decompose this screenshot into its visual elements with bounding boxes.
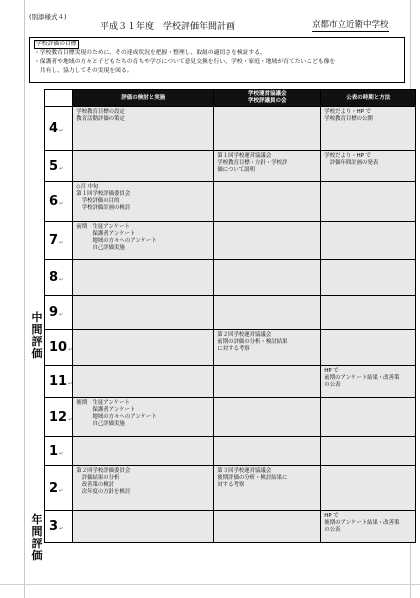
council-cell (214, 107, 321, 151)
mid-term-evaluation-label (31, 312, 43, 360)
column-header-line: 学校運営協議会 (248, 91, 287, 97)
school-name: 京都市立近衛中学校 (312, 20, 389, 30)
cell-line: 教育活動評価の策定 (76, 116, 125, 122)
cell-line: に対する考察 (217, 346, 250, 352)
cell-line: 保護者アンケート (76, 231, 136, 237)
council-cell (214, 511, 321, 543)
evaluation-cell (73, 398, 214, 437)
publication-cell (321, 151, 416, 182)
table-row (45, 296, 416, 330)
council-cell (214, 182, 321, 222)
council-cell (214, 222, 321, 260)
table-row (45, 437, 416, 466)
side-label-char: 評 (31, 335, 43, 348)
table-row (45, 511, 416, 543)
side-label-char: 中 (31, 311, 43, 324)
cell-line: の公表 (324, 527, 341, 533)
publication-cell (321, 511, 416, 543)
evaluation-cell (73, 511, 214, 543)
month-cell: 5↵ (45, 151, 73, 182)
cell-line: 前期のアンケート結果・改善策 (324, 375, 400, 381)
cell-line: 自己評価実施 (76, 245, 125, 251)
evaluation-cell (73, 151, 214, 182)
evaluation-cell (73, 466, 214, 511)
council-cell (214, 330, 321, 366)
evaluation-cell (73, 260, 214, 296)
table-row (45, 222, 416, 260)
publication-cell (321, 330, 416, 366)
cell-line: 学校評価計画の検討 (76, 205, 131, 211)
cell-line: 学校教育目標・方針・学校評 (217, 160, 288, 166)
column-header: 評価の検討と実施 (73, 90, 214, 107)
table-row (45, 330, 416, 366)
publication-cell (321, 182, 416, 222)
evaluation-cell (73, 222, 214, 260)
paragraph-mark-icon: ↵ (59, 487, 64, 494)
column-header (214, 90, 321, 107)
cell-line: ◇月 中旬 (76, 184, 99, 190)
cell-line: 前期の評価の分析・検討結果 (217, 339, 288, 345)
evaluation-cell (73, 437, 214, 466)
council-cell (214, 151, 321, 182)
month-cell: 1↵ (45, 437, 73, 466)
side-label-char: 年 (31, 513, 43, 526)
council-cell (214, 466, 321, 511)
cell-line: 後期 生徒アンケート (76, 400, 130, 406)
cell-line: 地域の方々へのアンケート (76, 414, 157, 420)
paragraph-mark-icon: ↵ (59, 312, 64, 318)
publication-cell (321, 466, 416, 511)
table-row (45, 107, 416, 151)
cell-line: 第１回学校運営協議会 (217, 153, 272, 159)
cell-line: 第２回学校運営協議会 (217, 332, 272, 338)
cell-line: 第２回学校評価委員会 (76, 468, 131, 474)
council-cell (214, 366, 321, 398)
page-margin-line (24, 0, 25, 598)
evaluation-cell (73, 296, 214, 330)
cell-line: 学校教育目標の設定 (76, 109, 125, 115)
month-cell: 4↵ (45, 107, 73, 151)
evaluation-cell (73, 330, 214, 366)
side-label-char: 評 (31, 537, 43, 550)
goal-heading: 学校評価の目標 (36, 41, 77, 47)
schedule-table (44, 89, 416, 543)
publication-cell (321, 398, 416, 437)
paragraph-mark-icon: ↵ (59, 450, 64, 457)
cell-line: 学校だより・HP で (324, 153, 372, 159)
publication-cell (321, 296, 416, 330)
evaluation-cell (73, 366, 214, 398)
month-cell: 3↵ (45, 511, 73, 543)
cell-line: 改善策の検討 (76, 482, 115, 488)
council-cell (214, 260, 321, 296)
cell-line: 評価結果の分析 (76, 475, 120, 481)
column-header-line: 学校評議員の会 (248, 98, 287, 104)
publication-cell (321, 260, 416, 296)
cell-line: 学校だより・HP で (324, 109, 372, 115)
month-cell: 2↵ (45, 466, 73, 511)
page-title: 平成３１年度 学校評価年間計画 (100, 22, 236, 32)
cell-line: 後期評価の分析・検討結果に (217, 475, 288, 481)
council-cell (214, 437, 321, 466)
goal-line: 共有し、協力してその実現を図る。 (34, 68, 133, 74)
cell-line: 評価年間計画の発表 (324, 160, 379, 166)
attachment-label: (別添様式４) (29, 13, 67, 21)
goal-box (29, 37, 405, 83)
publication-cell (321, 222, 416, 260)
month-cell: 12↵ (45, 398, 73, 437)
publication-cell (321, 366, 416, 398)
month-header (45, 90, 73, 107)
cell-line: 次年度の方針を検討 (76, 489, 131, 495)
cell-line: HP で (324, 513, 339, 519)
side-label-char: 価 (31, 347, 43, 360)
paragraph-mark-icon: ↵ (59, 165, 64, 172)
paragraph-mark-icon: ↵ (59, 201, 64, 207)
evaluation-cell (73, 182, 214, 222)
cell-line: 自己評価実施 (76, 421, 125, 427)
cell-line: 第３回学校運営協議会 (217, 468, 272, 474)
side-label-char: 間 (31, 525, 43, 538)
side-label-char: 間 (31, 323, 43, 336)
cell-line: の公表 (324, 382, 341, 388)
side-label-char: 価 (31, 549, 43, 562)
table-row (45, 182, 416, 222)
table-row (45, 151, 416, 182)
cell-line: 保護者アンケート (76, 407, 136, 413)
publication-cell (321, 437, 416, 466)
paragraph-mark-icon: ↵ (59, 277, 64, 283)
paragraph-mark-icon: ↵ (59, 240, 64, 246)
table-row (45, 466, 416, 511)
paragraph-mark-icon: ↵ (59, 526, 64, 532)
column-header: 公表の時期と方法 (321, 90, 416, 107)
month-cell: 8↵ (45, 260, 73, 296)
council-cell (214, 398, 321, 437)
paragraph-mark-icon: ↵ (68, 347, 73, 353)
cell-line: HP で (324, 368, 339, 374)
cell-line: 後期のアンケート結果・改善策 (324, 520, 400, 526)
cell-line: 学校評価の目的 (76, 198, 120, 204)
paragraph-mark-icon: ↵ (68, 381, 73, 387)
cell-line: 前期 生徒アンケート (76, 224, 130, 230)
month-cell: 11↵ (45, 366, 73, 398)
table-row (45, 398, 416, 437)
month-cell: 9↵ (45, 296, 73, 330)
annual-evaluation-label (31, 514, 43, 562)
month-cell: 7↵ (45, 222, 73, 260)
month-cell: 6↵ (45, 182, 73, 222)
month-cell: 10↵ (45, 330, 73, 366)
cell-line: 地域の方々へのアンケート (76, 238, 157, 244)
evaluation-cell (73, 107, 214, 151)
cell-line: 価について説明 (217, 167, 255, 173)
goal-line: ・学校教育目標実現のために、その達成状況を把握・整理し、取組の適切さを検証する。 (34, 50, 266, 56)
paragraph-mark-icon: ↵ (68, 416, 73, 423)
cell-line: 学校教育目標の公開 (324, 116, 373, 122)
table-header-row (45, 90, 416, 107)
paragraph-mark-icon: ↵ (59, 128, 64, 134)
table-row (45, 366, 416, 398)
cell-line: 第１回学校評価委員会 (76, 191, 131, 197)
goal-line: ・保護者や地域の方々と子どもたちの育ちや学びについて意見交換を行い、学校・家庭・地域が育てたいこども像を (34, 59, 336, 65)
cell-line: 対する考察 (217, 482, 245, 488)
page-margin-line (0, 584, 420, 585)
publication-cell (321, 107, 416, 151)
council-cell (214, 296, 321, 330)
table-row (45, 260, 416, 296)
